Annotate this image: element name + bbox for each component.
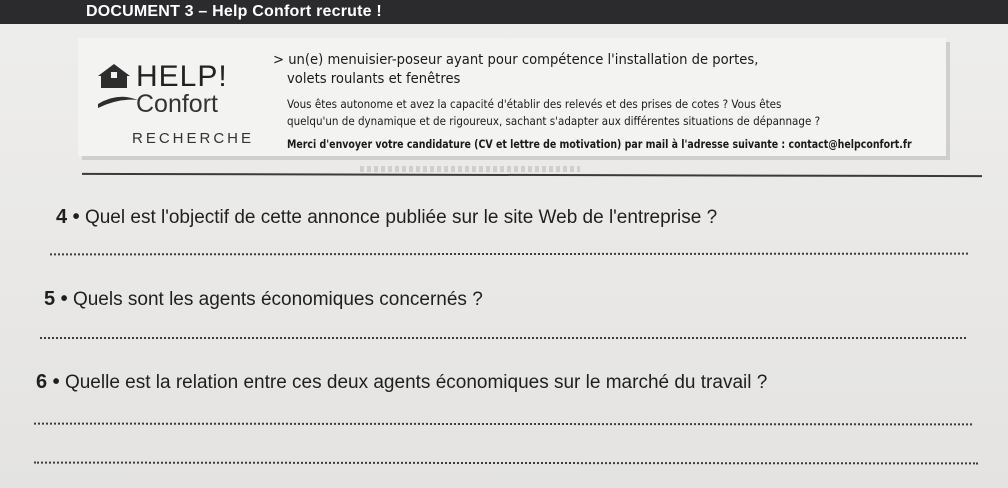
logo-help-text: HELP! — [136, 60, 228, 93]
help-confort-logo — [94, 52, 264, 152]
logo-recherche-text: RECHERCHE — [132, 130, 255, 147]
question-6-number: 6 • — [36, 371, 60, 393]
question-4 — [56, 206, 717, 229]
question-4-number: 4 • — [56, 206, 80, 228]
logo-confort-text: Confort — [136, 90, 218, 118]
section-divider — [82, 173, 982, 177]
question-4-text: Quel est l'objectif de cette annonce publiée sur le site Web de l'entreprise ? — [79, 207, 718, 228]
answer-line-5[interactable] — [40, 337, 966, 339]
question-5-number: 5 • — [44, 288, 68, 310]
ad-job-title-line-2: volets roulants et fenêtres — [287, 71, 461, 87]
question-6 — [36, 371, 767, 394]
logo-swoosh-icon — [96, 90, 140, 110]
question-5-text: Quels sont les agents économiques concernés ? — [67, 289, 483, 310]
ad-contact-line: Merci d'envoyer votre candidature (CV et lettre de motivation) par mail à l'adresse suivante : contact@helpconfort.fr — [287, 137, 912, 151]
show-through-text — [360, 166, 580, 172]
house-hand-icon — [94, 58, 142, 92]
document-title: DOCUMENT 3 – Help Confort recrute ! — [86, 3, 382, 20]
answer-line-6a[interactable] — [34, 423, 972, 426]
document-header-band — [0, 0, 1008, 24]
answer-line-6b[interactable] — [34, 462, 978, 465]
ad-description-line-2: quelqu'un de dynamique et de rigoureux, sachant s'adapter aux différentes situations de dépannage ? — [287, 114, 821, 128]
job-ad-box — [78, 38, 946, 156]
answer-line-4[interactable] — [50, 253, 968, 256]
ad-job-title-line: > un(e) menuisier-poseur ayant pour compétence l'installation de portes, — [273, 52, 759, 68]
question-6-text: Quelle est la relation entre ces deux agents économiques sur le marché du travail ? — [59, 372, 768, 393]
question-5 — [44, 288, 483, 311]
ad-description-line-1: Vous êtes autonome et avez la capacité d'établir des relevés et des prises de cotes ? Vous êtes — [287, 97, 782, 111]
